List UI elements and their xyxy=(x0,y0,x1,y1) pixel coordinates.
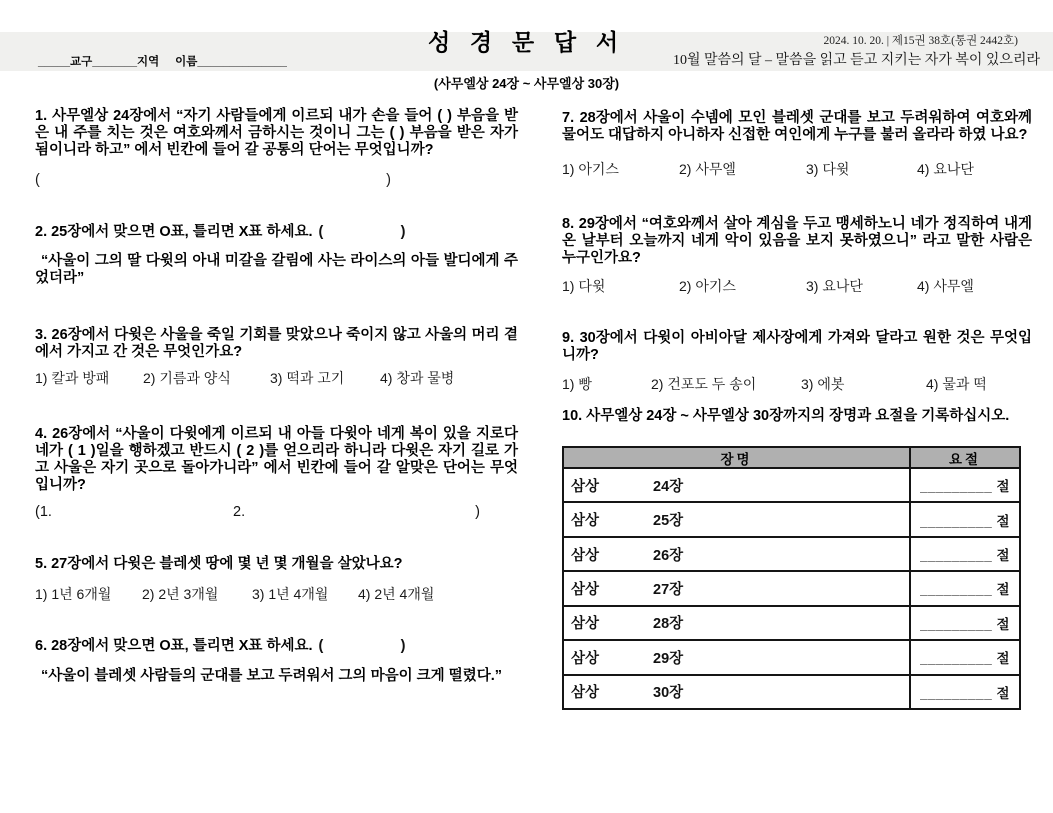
question-5-options xyxy=(35,586,518,603)
close-paren: ) xyxy=(386,172,391,188)
question-6 xyxy=(35,638,518,685)
question-7 xyxy=(562,110,1032,178)
issue-info: 2024. 10. 20. | 제15권 38호(통권 2442호) xyxy=(823,35,1018,47)
table-row xyxy=(564,469,1019,503)
table-row xyxy=(564,538,1019,572)
table-header-chapter: 장명 xyxy=(564,448,911,467)
question-3-options xyxy=(35,370,518,387)
verse-blank: _________ 절 xyxy=(920,513,1010,529)
option-2: 2) 건포도 두 송이 xyxy=(651,376,757,392)
question-6-quote: “사울이 블레셋 사람들의 군대를 보고 두려워서 그의 마음이 크게 떨렸다.” xyxy=(41,668,502,684)
chapter-label: 27장 xyxy=(653,581,684,598)
option-1: 1) 칼과 방패 xyxy=(35,370,110,386)
question-2-prompt: 2. 25장에서 맞으면 O표, 틀리면 X표 하세요. xyxy=(35,224,313,240)
option-3: 3) 에봇 xyxy=(801,376,845,392)
question-9-prompt: 9. 30장에서 다윗이 아비아달 제사장에게 가져와 달라고 원한 것은 무엇입니까? xyxy=(562,330,1032,363)
option-1: 1) 다윗 xyxy=(562,278,606,294)
option-3: 3) 다윗 xyxy=(806,161,850,177)
verse-blank: _________ 절 xyxy=(920,616,1010,632)
question-8-prompt: 8. 29장에서 “여호와께서 살아 계심을 두고 맹세하노니 네가 정직하여 내게 온 날부터 오늘까지 네게 악이 있음을 보지 못하였으니” 라고 말한 사람은 누구인가요? xyxy=(562,216,1032,266)
table-row xyxy=(564,676,1019,708)
chapter-label: 26장 xyxy=(653,547,684,564)
option-2: 2) 기름과 양식 xyxy=(143,370,231,386)
table-row xyxy=(564,503,1019,537)
chapter-verse-table xyxy=(562,446,1021,710)
chapter-label: 29장 xyxy=(653,650,684,667)
question-4 xyxy=(35,426,518,521)
close-paren: ) xyxy=(475,504,480,520)
question-6-prompt: 6. 28장에서 맞으면 O표, 틀리면 X표 하세요. xyxy=(35,638,313,654)
option-2: 2) 2년 3개월 xyxy=(142,586,219,602)
option-3: 3) 떡과 고기 xyxy=(270,370,345,386)
question-5-prompt: 5. 27장에서 다윗은 블레셋 땅에 몇 년 몇 개월을 살았나요? xyxy=(35,556,403,572)
table-row xyxy=(564,641,1019,675)
option-1: 1) 1년 6개월 xyxy=(35,586,112,602)
option-2: 2) 아기스 xyxy=(679,278,736,294)
question-1-prompt: 1. 사무엘상 24장에서 “자기 사람들에게 이르되 내가 손을 들어 ( ) 부음을 받은 내 주를 치는 것은 여호와께서 금하시는 것이니 그는 ( ) 부음을 받은 자가 됨이니라 하고” 에서 빈칸에 들어 갈 공통의 단어는 무엇입니까? xyxy=(35,108,518,158)
open-paren: ( xyxy=(35,172,40,188)
question-3 xyxy=(35,327,518,387)
question-9-options xyxy=(562,376,1032,393)
month-slogan: 10월 말씀의 달 – 말씀을 읽고 듣고 지키는 자가 복이 있으리라 xyxy=(672,53,1040,68)
close-paren: ) xyxy=(400,638,406,654)
question-8 xyxy=(562,216,1032,295)
chapter-label: 25장 xyxy=(653,513,684,530)
book-label: 삼상 xyxy=(571,478,600,495)
table-header-verse: 요절 xyxy=(948,451,982,467)
page-title: 성 경 문 답 서 xyxy=(427,30,626,55)
verse-blank: _________ 절 xyxy=(920,582,1010,598)
question-2-answer-blank xyxy=(319,224,406,241)
book-label: 삼상 xyxy=(571,581,600,598)
question-2 xyxy=(35,224,518,287)
option-4: 4) 창과 물병 xyxy=(380,370,455,386)
question-9 xyxy=(562,330,1032,393)
question-2-quote: “사울이 그의 딸 다윗의 아내 미갈을 갈림에 사는 라이스의 아들 발디에게 주었더라” xyxy=(35,253,518,286)
question-1 xyxy=(35,108,518,189)
book-label: 삼상 xyxy=(571,513,600,530)
option-3: 3) 요나단 xyxy=(806,278,863,294)
book-label: 삼상 xyxy=(571,685,600,702)
book-label: 삼상 xyxy=(571,547,600,564)
option-3: 3) 1년 4개월 xyxy=(252,586,329,602)
question-5 xyxy=(35,556,518,603)
option-1: 1) 아기스 xyxy=(562,161,619,177)
option-4: 4) 2년 4개월 xyxy=(358,586,435,602)
question-6-answer-blank xyxy=(319,638,406,655)
verse-blank: _________ 절 xyxy=(920,685,1010,701)
close-paren: ) xyxy=(400,224,406,240)
open-paren: ( xyxy=(318,638,324,654)
verse-blank: _________ 절 xyxy=(920,479,1010,495)
chapter-label: 30장 xyxy=(653,685,684,702)
option-4: 4) 요나단 xyxy=(917,161,974,177)
question-10-prompt: 10. 사무엘상 24장 ~ 사무엘상 30장까지의 장명과 요절을 기록하십시오. xyxy=(562,408,1010,424)
question-3-prompt: 3. 26장에서 다윗은 사울을 죽일 기회를 맞았으나 죽이지 않고 사울의 머리 곁에서 가지고 간 것은 무엇인가요? xyxy=(35,327,518,360)
name-fields: _____교구_______지역 이름______________ xyxy=(38,56,287,68)
question-7-options xyxy=(562,161,1032,178)
option-2: 2) 사무엘 xyxy=(679,161,736,177)
option-1: 1) 빵 xyxy=(562,376,592,392)
option-4: 4) 물과 떡 xyxy=(926,376,987,392)
blank-2-label: 2. xyxy=(233,504,246,520)
book-label: 삼상 xyxy=(571,616,600,633)
chapter-label: 24장 xyxy=(653,478,684,495)
option-4: 4) 사무엘 xyxy=(917,278,974,294)
question-1-answer-blank xyxy=(35,172,391,189)
open-paren: ( xyxy=(318,224,324,240)
question-4-prompt: 4. 26장에서 “사울이 다윗에게 이르되 내 아들 다윗아 네게 복이 있을 지로다 네가 ( 1 )일을 행하겠고 반드시 ( 2 )를 얻으리라 하니라 다윗은 자기 길로 가고 사울은 자기 곳으로 돌아가니라” 에서 빈칸에 들어 갈 알맞은 단어는 무엇입니까? xyxy=(35,426,518,493)
chapter-label: 28장 xyxy=(653,616,684,633)
table-header-row xyxy=(564,448,1019,469)
scripture-range: (사무엘상 24장 ~ 사무엘상 30장) xyxy=(433,76,620,91)
verse-blank: _________ 절 xyxy=(920,651,1010,667)
question-4-answer-blank xyxy=(35,504,480,521)
book-label: 삼상 xyxy=(571,650,600,667)
table-row xyxy=(564,572,1019,606)
question-7-prompt: 7. 28장에서 사울이 수넴에 모인 블레셋 군대를 보고 두려워하여 여호와께 물어도 대답하지 아니하자 신접한 여인에게 누구를 불러 올라라 하였 나요? xyxy=(562,110,1032,143)
question-8-options xyxy=(562,278,1032,295)
verse-blank: _________ 절 xyxy=(920,548,1010,564)
question-10 xyxy=(562,408,1032,425)
open-paren-1: (1. xyxy=(35,504,52,520)
table-row xyxy=(564,607,1019,641)
